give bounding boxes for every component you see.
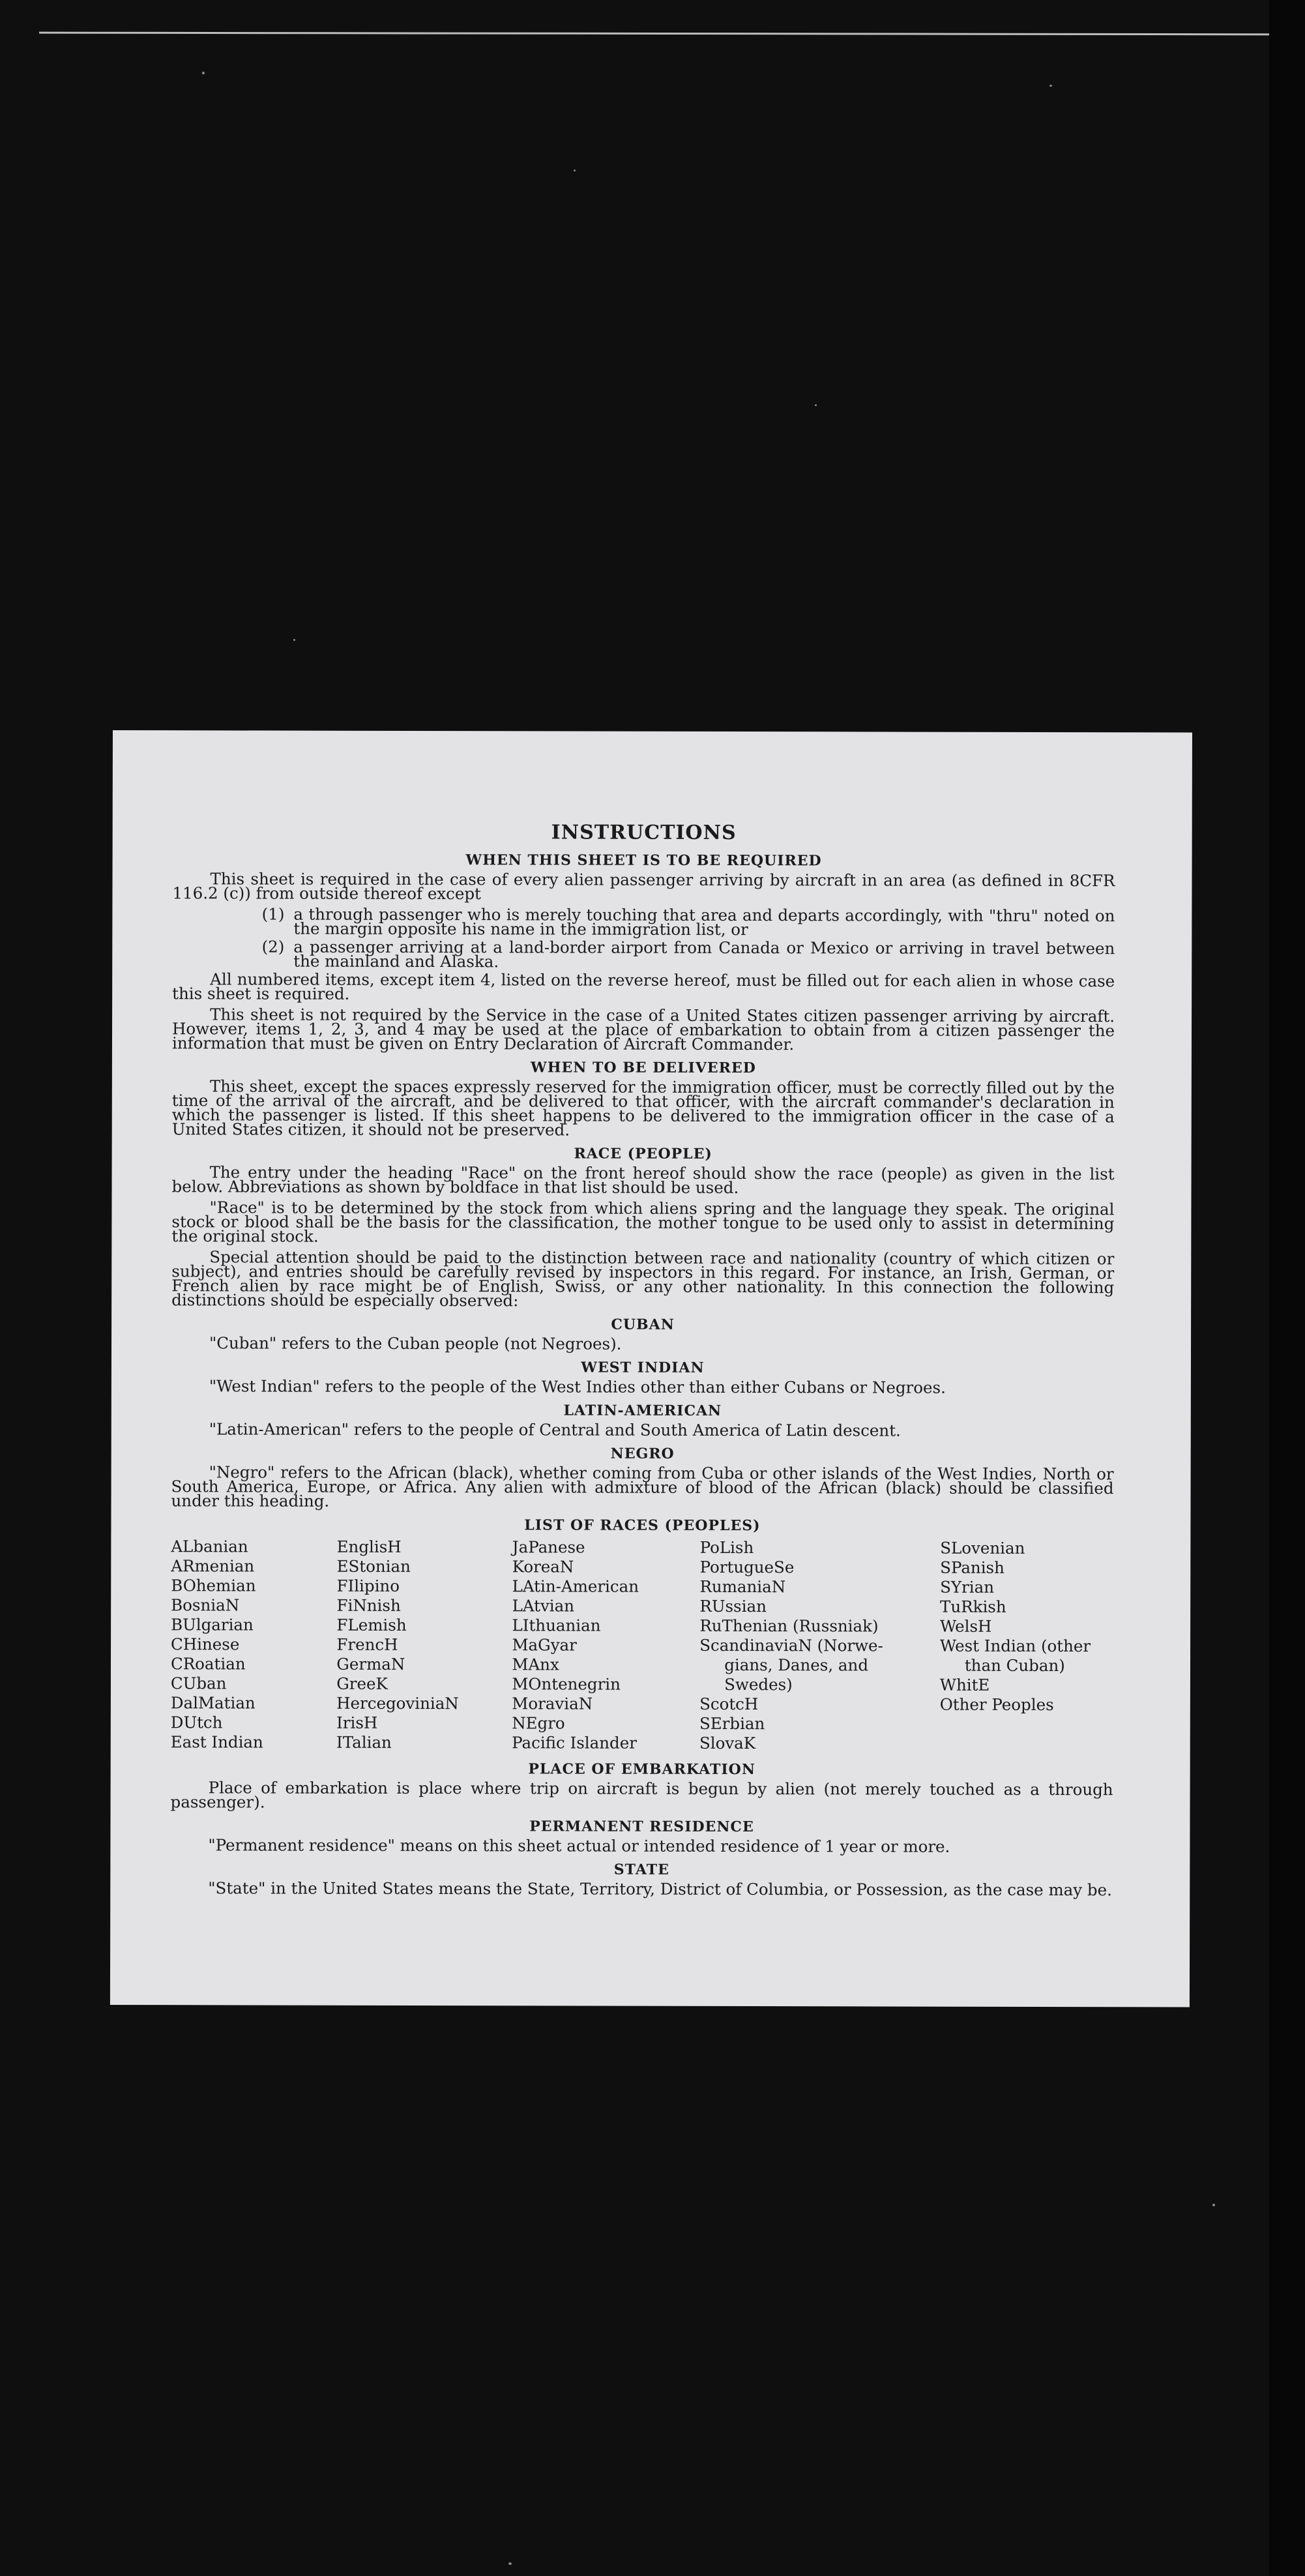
race-entry: LAtin-American: [512, 1577, 639, 1596]
race-entry: GermaN: [336, 1654, 405, 1674]
race-entry: Pacific Islander: [512, 1733, 637, 1753]
race-entry: ITalian: [336, 1732, 392, 1752]
section-heading-negro: NEGRO: [610, 1445, 675, 1462]
race-entry: CHinese: [171, 1635, 240, 1654]
race-column: [512, 1537, 700, 1753]
race-entry: RuThenian (Russniak): [699, 1616, 879, 1636]
race-list: [171, 1537, 1114, 1754]
race-entry: DUtch: [170, 1713, 223, 1732]
item-text: a passenger arriving at a land-border airport from Canada or Mexico or arriving in travel between the mainland and Alaska.: [293, 937, 1115, 971]
dust-speck: [202, 72, 205, 74]
race-entry: BUlgarian: [171, 1615, 254, 1635]
race-entry: HercegoviniaN: [336, 1693, 459, 1713]
exception-item: [172, 937, 1115, 971]
race-entry: FIlipino: [336, 1576, 400, 1595]
paragraph: "Permanent residence" means on this sheet actual or intended residence of 1 year or more.: [208, 1835, 950, 1856]
race-column: [699, 1538, 940, 1754]
race-entry: SlovaK: [699, 1733, 756, 1753]
race-entry: RUssian: [699, 1596, 767, 1616]
race-entry-continued: than Cuban): [964, 1655, 1065, 1676]
section-heading-delivered: WHEN TO BE DELIVERED: [530, 1059, 756, 1077]
race-entry: FiNnish: [336, 1595, 401, 1615]
race-entry: SLovenian: [940, 1538, 1025, 1558]
race-entry: FrencH: [336, 1635, 398, 1654]
dust-speck: [574, 170, 576, 171]
section-heading-residence: PERMANENT RESIDENCE: [529, 1818, 754, 1836]
dust-speck: [508, 2562, 512, 2565]
race-entry: MAnx: [512, 1655, 559, 1674]
paragraph: "Cuban" refers to the Cuban people (not Negroes).: [209, 1333, 622, 1354]
section-heading-latin-american: LATIN-AMERICAN: [563, 1402, 722, 1419]
dust-speck: [815, 404, 817, 406]
race-entry: MaGyar: [512, 1635, 577, 1655]
scan-right-edge: [1269, 0, 1305, 2576]
race-entry-continued: gians, Danes, and: [724, 1655, 869, 1675]
race-entry: Other Peoples: [939, 1695, 1054, 1715]
instruction-sheet: [110, 730, 1192, 2007]
paragraph: "Negro" refers to the African (black), whether coming from Cuba or other islands of the West Indies, North or South America, Europe, or Africa. Any alien with admixture of blood of the African (black) should be classified under this heading.: [171, 1462, 1114, 1511]
race-entry: ALbanian: [171, 1537, 248, 1556]
section-heading-cuban: CUBAN: [611, 1316, 675, 1333]
exception-item: [172, 904, 1115, 940]
paragraph: "West Indian" refers to the people of the West Indies other than either Cubans or Negroes.: [209, 1376, 946, 1397]
race-entry: MOntenegrin: [512, 1674, 621, 1694]
paragraph: This sheet, except the spaces expressly reserved for the immigration officer, must be correctly filled out by the time of the arrival of the aircraft, and be delivered to that officer, with the aircraft commander's declaration in which the passenger is listed. If this sheet happens to be delivered to the immigration officer in the case of a United States citizen, it should not be preserved.: [171, 1076, 1115, 1140]
paragraph: "Latin-American" refers to the people of Central and South America of Latin descent.: [209, 1419, 901, 1440]
section-heading-west-indian: WEST INDIAN: [581, 1359, 705, 1376]
race-entry: SYrian: [940, 1577, 995, 1597]
race-entry: CUban: [170, 1674, 227, 1693]
race-entry: LAtvian: [512, 1596, 575, 1616]
race-entry: CRoatian: [170, 1654, 246, 1674]
race-column: [336, 1537, 512, 1753]
page-title: INSTRUCTIONS: [551, 821, 737, 845]
paragraph: All numbered items, except item 4, listed on the reverse hereof, must be filled out for each alien in whose case this sheet is required.: [172, 970, 1115, 1003]
race-entry: WhitE: [939, 1675, 990, 1695]
paragraph: This sheet is not required by the Service in the case of a United States citizen passenger arriving by aircraft. However, items 1, 2, 3, and 4 may be used at the place of embarkation to obtain from a citizen passenger the information that must be given on Entry Declaration of Aircraft Commander.: [171, 1005, 1115, 1054]
dust-speck: [1212, 2204, 1215, 2206]
race-entry: PortugueSe: [699, 1557, 795, 1577]
race-entry: RumaniaN: [699, 1577, 786, 1597]
race-entry: KoreaN: [512, 1557, 574, 1577]
race-entry: PoLish: [699, 1537, 754, 1558]
section-heading-state: STATE: [613, 1861, 669, 1878]
race-column: [171, 1537, 337, 1753]
dust-speck: [293, 639, 295, 641]
paragraph: "Race" is to be determined by the stock from which aliens spring and the language they speak. The original stock or blood shall be the basis for the classification, the mother tongue to be used only to assist in determining the original stock.: [171, 1198, 1115, 1246]
paragraph: Place of embarkation is place where trip on aircraft is begun by alien (not merely touched as a through passenger).: [170, 1778, 1113, 1812]
item-number: (1): [261, 904, 285, 924]
race-entry-continued: Swedes): [724, 1674, 793, 1695]
race-entry: SErbian: [699, 1713, 765, 1734]
race-entry: SPanish: [940, 1558, 1004, 1577]
race-entry: ARmenian: [171, 1556, 255, 1576]
section-heading-races: LIST OF RACES (PEOPLES): [524, 1517, 761, 1535]
paragraph: "State" in the United States means the State, Territory, District of Columbia, or Possession, as the case may be.: [208, 1878, 1112, 1900]
race-entry: DalMatian: [170, 1693, 256, 1713]
dust-speck: [1049, 85, 1052, 87]
paragraph: The entry under the heading "Race" on the front hereof should show the race (people) as given in the list below. Abbreviations as shown by boldface in that list should be used.: [171, 1162, 1115, 1198]
scan-border-line: [39, 32, 1304, 36]
race-entry: GreeK: [336, 1674, 388, 1693]
race-entry: West Indian (other: [939, 1636, 1091, 1656]
race-entry: EnglisH: [336, 1537, 402, 1556]
race-entry: LIthuanian: [512, 1616, 601, 1635]
race-entry: JaPanese: [512, 1537, 585, 1557]
race-entry: NEgro: [512, 1713, 565, 1733]
race-entry: ScandinaviaN (Norwe-: [699, 1635, 883, 1655]
race-entry: BosniaN: [171, 1595, 240, 1615]
race-entry: East Indian: [170, 1732, 263, 1752]
section-heading-race: RACE (PEOPLE): [574, 1145, 712, 1162]
section-heading-embarkation: PLACE OF EMBARKATION: [528, 1760, 755, 1779]
race-entry: IrisH: [336, 1713, 378, 1732]
paragraph: This sheet is required in the case of every alien passenger arriving by aircraft in an area (as defined in 8CFR 116.2 (c)) from outside thereof except: [172, 869, 1115, 904]
paragraph: Special attention should be paid to the distinction between race and nationality (country of which citizen or subject), and entries should be carefully revised by inspectors in this regard. For instance, an Irish, German, or French alien by race might be of English, Swiss, or any other nationality. In this connection the following distinctions should be especially observed:: [171, 1247, 1115, 1310]
race-entry: TuRkish: [940, 1597, 1006, 1616]
race-entry: MoraviaN: [512, 1694, 593, 1713]
race-entry: EStonian: [336, 1556, 411, 1576]
race-entry: WelsH: [939, 1616, 992, 1636]
item-text: a through passenger who is merely touching that area and departs accordingly, with "thru" noted on the margin opposite his name in the immigration list, or: [293, 904, 1115, 940]
section-heading-required: WHEN THIS SHEET IS TO BE REQUIRED: [465, 851, 822, 870]
item-number: (2): [261, 937, 285, 956]
race-entry: BOhemian: [171, 1576, 256, 1595]
race-entry: FLemish: [336, 1615, 407, 1635]
race-column: [940, 1539, 1114, 1754]
race-entry: ScotcH: [699, 1694, 759, 1714]
